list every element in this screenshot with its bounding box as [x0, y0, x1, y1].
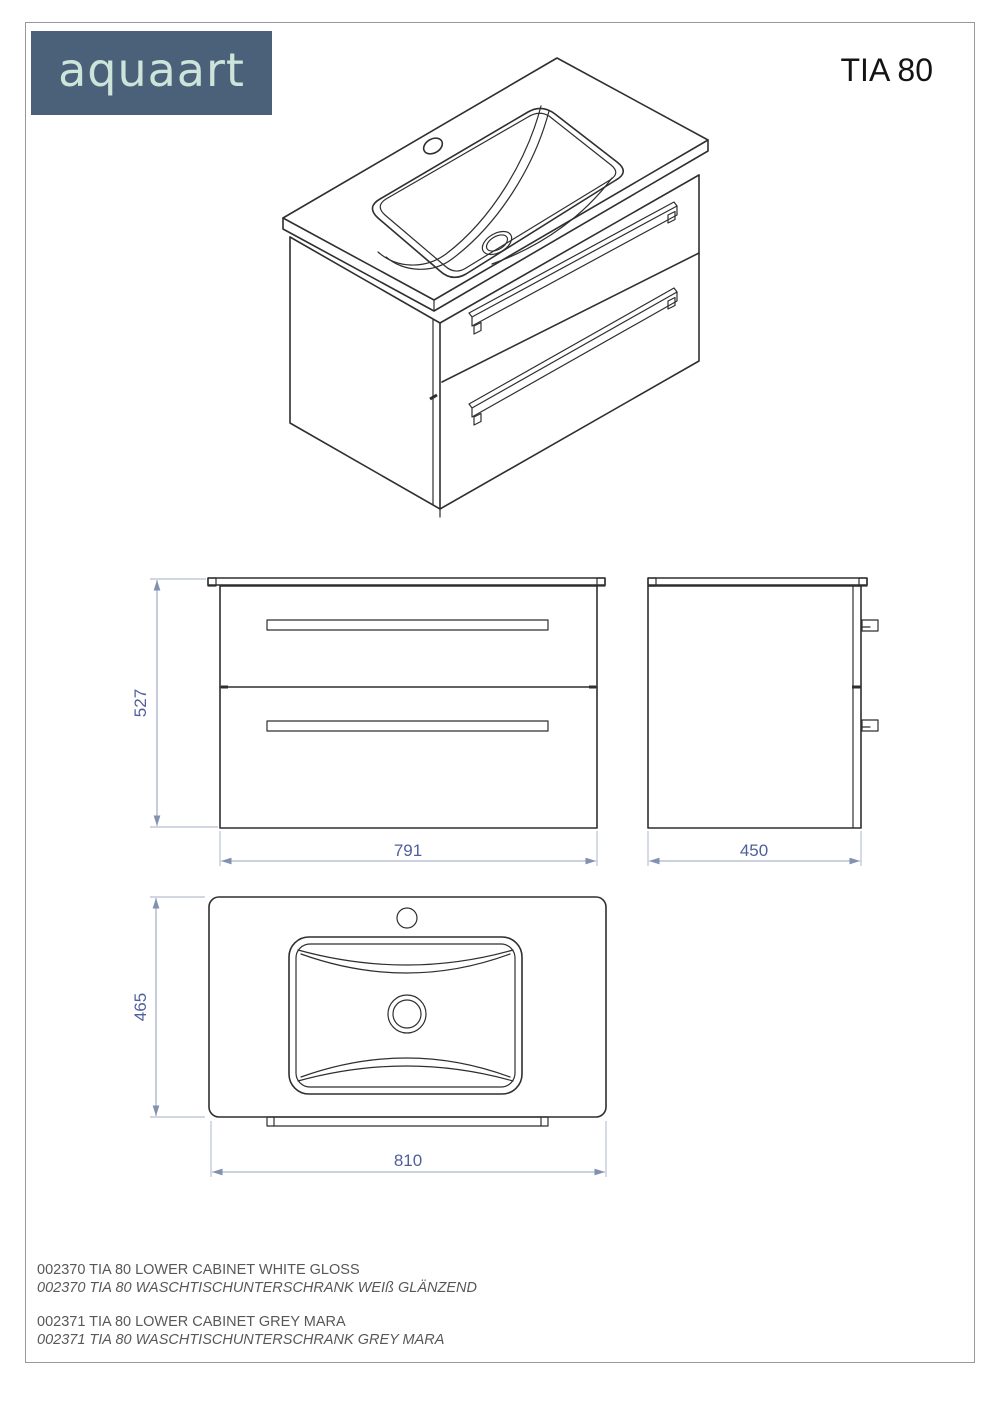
- product-line-de: 002370 TIA 80 WASCHTISCHUNTERSCHRANK WEIß GLÄNZEND: [37, 1279, 477, 1296]
- front-width-dimension: [220, 831, 597, 866]
- top-faucet-hole: [397, 908, 417, 928]
- side-depth-dimension: [648, 831, 861, 866]
- top-width-dimension: [211, 1121, 606, 1177]
- iso-body-edges: [290, 175, 699, 509]
- top-cabinet-edge-bar: [267, 1117, 548, 1126]
- top-basin-back-curve-2: [301, 954, 510, 973]
- front-view-drawing: [131, 578, 605, 866]
- product-line-en: 002371 TIA 80 LOWER CABINET GREY MARA: [37, 1314, 346, 1330]
- side-view-drawing: [648, 578, 878, 866]
- side-depth-label: 450: [739, 841, 769, 860]
- front-width-label: 791: [393, 841, 423, 860]
- front-countertop: [208, 578, 605, 585]
- iso-drawer-gap-tick: [430, 395, 437, 399]
- side-handle-upper: [862, 620, 878, 631]
- top-basin-outer-rim: [289, 937, 522, 1094]
- side-countertop: [648, 578, 867, 585]
- top-basin-front-curve-2: [301, 1058, 510, 1077]
- front-handle-lower: [267, 721, 548, 731]
- iso-faucet-hole: [421, 135, 445, 157]
- top-countertop: [209, 897, 606, 1117]
- front-cabinet-body: [220, 586, 597, 828]
- side-handle-lower: [862, 720, 878, 731]
- product-line-en: 002370 TIA 80 LOWER CABINET WHITE GLOSS: [37, 1262, 360, 1278]
- isometric-view-drawing: [283, 58, 708, 517]
- top-drain-outer: [388, 995, 426, 1033]
- side-cabinet-body: [648, 586, 861, 828]
- front-height-label: 527: [131, 688, 150, 718]
- brand-logo-text: aquaart: [58, 43, 245, 97]
- iso-basin: [372, 106, 623, 277]
- front-height-dimension: [131, 579, 218, 827]
- top-view-drawing: [131, 897, 606, 1177]
- iso-drawer-handle-lower: [469, 288, 677, 425]
- top-drain-inner: [393, 1000, 421, 1028]
- iso-body-top-edges: [290, 175, 699, 323]
- product-lines-grey-mara: [37, 1314, 444, 1349]
- product-line-de: 002371 TIA 80 WASCHTISCHUNTERSCHRANK GREY MARA: [37, 1331, 445, 1348]
- top-width-label: 810: [393, 1151, 423, 1170]
- product-lines-white-gloss: [37, 1262, 477, 1297]
- front-handle-upper: [267, 620, 548, 630]
- top-depth-label: 465: [131, 992, 150, 1022]
- iso-drawer-handle-upper: [469, 202, 677, 334]
- iso-countertop-edge: [283, 140, 708, 311]
- model-title: TIA 80: [840, 52, 933, 88]
- top-depth-dimension: [131, 897, 205, 1117]
